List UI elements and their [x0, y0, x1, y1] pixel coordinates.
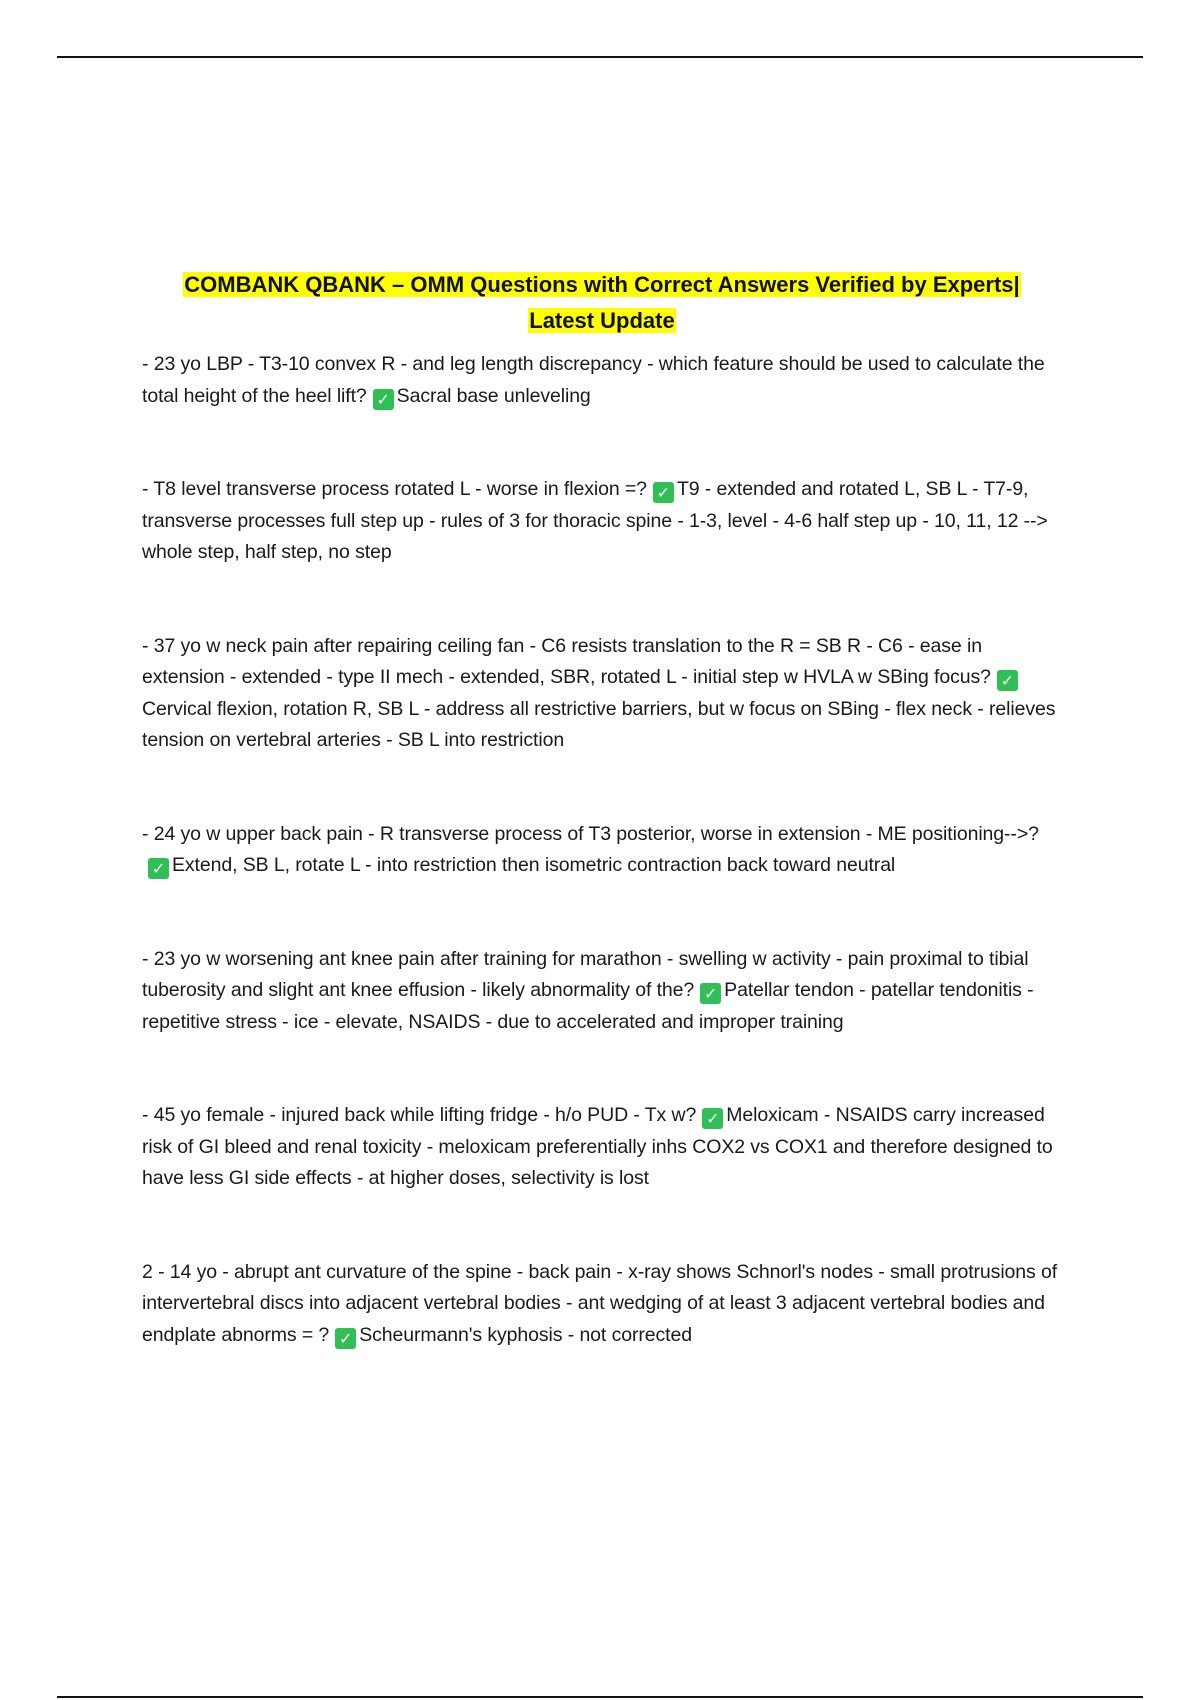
qa-item-3	[142, 631, 1062, 757]
answer-text: Cervical flexion, rotation R, SB L - address all restrictive barriers, but w focus on SBing - flex neck - relieves tension on vertebral arteries - SB L into restriction	[142, 697, 1056, 751]
question-text: - 37 yo w neck pain after repairing ceiling fan - C6 resists translation to the R = SB R - C6 - ease in extension - extended - type II mech - extended, SBR, rotated L - initial step w HVLA w SBing focus?	[142, 634, 991, 688]
check-icon: ✓	[148, 858, 169, 879]
check-icon: ✓	[702, 1108, 723, 1129]
answer-text: Meloxicam - NSAIDS carry increased risk of GI bleed and renal toxicity - meloxicam preferentially inhs COX2 vs COX1 and therefore designed to have less GI side effects - at higher doses, selectivity is lost	[142, 1104, 1053, 1189]
question-text: - 45 yo female - injured back while lifting fridge - h/o PUD - Tx w?	[142, 1104, 697, 1126]
header-rule	[57, 56, 1143, 58]
qa-item-5	[142, 944, 1062, 1039]
document-title	[142, 267, 1062, 339]
check-icon: ✓	[335, 1328, 356, 1349]
qa-item-7	[142, 1257, 1062, 1352]
qa-item-4	[142, 819, 1062, 882]
check-icon: ✓	[700, 983, 721, 1004]
check-icon: ✓	[373, 389, 394, 410]
title-line-2: Latest Update	[529, 308, 675, 333]
title-line-1: COMBANK QBANK – OMM Questions with Correct Answers Verified by Experts|	[184, 272, 1020, 297]
qa-item-2	[142, 474, 1062, 569]
question-text: - 24 yo w upper back pain - R transverse process of T3 posterior, worse in extension - ME positioning-->?	[142, 822, 1039, 845]
check-icon: ✓	[997, 670, 1018, 691]
question-text: - 23 yo w worsening ant knee pain after training for marathon - swelling w activity - pain proximal to tibial tuberosity and slight ant knee effusion - likely abnormality of the?	[142, 947, 1029, 1001]
question-text: 2 - 14 yo - abrupt ant curvature of the spine - back pain - x-ray shows Schnorl's nodes - small protrusions of intervertebral discs into adjacent vertebral bodies - ant wedging of at least 3 adjacent vertebral bodies and endplate abnorms = ?	[142, 1260, 1058, 1346]
document-body	[142, 267, 1062, 1351]
answer-text: Patellar tendon - patellar tendonitis - repetitive stress - ice - elevate, NSAIDS - due to accelerated and improper training	[142, 979, 1034, 1033]
answer-text: Sacral base unleveling	[396, 384, 591, 407]
qa-item-1	[142, 349, 1062, 412]
check-icon: ✓	[653, 482, 674, 503]
answer-text: Scheurmann's kyphosis - not corrected	[359, 1323, 692, 1346]
qa-item-6	[142, 1100, 1062, 1195]
question-text: - T8 level transverse process rotated L - worse in flexion =?	[142, 478, 647, 500]
answer-text: Extend, SB L, rotate L - into restriction then isometric contraction back toward neutral	[172, 854, 896, 876]
question-text: - 23 yo LBP - T3-10 convex R - and leg length discrepancy - which feature should be used to calculate the total height of the heel lift?	[142, 353, 1045, 407]
answer-text: T9 - extended and rotated L, SB L - T7-9, transverse processes full step up - rules of 3 for thoracic spine - 1-3, level - 4-6 half step up - 10, 11, 12 --> whole step, half step, no step	[142, 478, 1048, 563]
footer-rule	[57, 1696, 1143, 1698]
